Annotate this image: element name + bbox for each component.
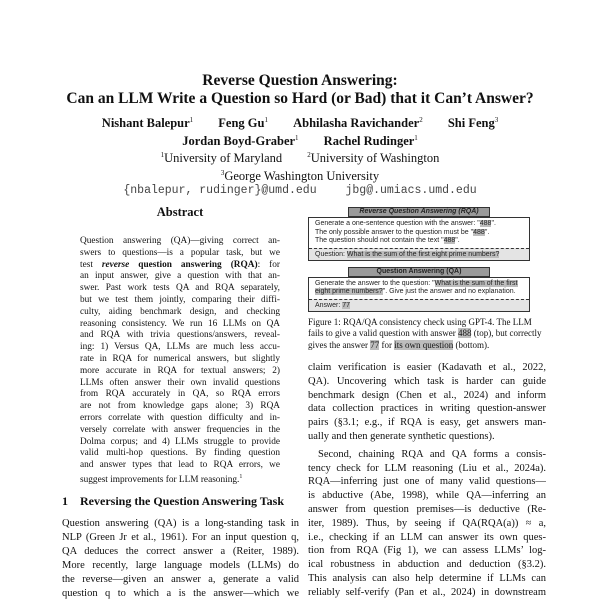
author-affiliation: 1 — [414, 133, 418, 142]
body-line: Question answering (QA) is a long-standing task in — [62, 518, 299, 529]
abstract-line — [80, 472, 280, 487]
abstract-line: versely correlate with answer frequencies in the — [80, 424, 280, 435]
caption-highlight: 77 — [370, 339, 380, 350]
abstract-line: swers to questions—is a popular task, but we — [80, 247, 280, 258]
body-line: More recently, large language models (LLMs) do — [62, 560, 299, 571]
abstract-line: valid multi-hop questions. By finding question — [80, 448, 280, 459]
abstract-line: reasoning consistency. We run 16 LLMs on QA — [80, 318, 280, 329]
abstract-emphasis: reverse — [101, 259, 130, 270]
figure-caption — [308, 317, 546, 352]
affiliation: University of Washington — [310, 151, 440, 166]
body-line: NLP (Green Jr et al., 1961). For an input question q, — [62, 532, 299, 543]
right-column-body — [308, 361, 546, 600]
author-affiliation: 3 — [494, 116, 499, 124]
abstract-line: more accurate in RQA for textual answers; 2) — [80, 365, 280, 376]
output-label: Question: — [315, 250, 347, 258]
author-name: Shi Feng — [447, 116, 495, 131]
abstract-line: but we test them jointly, comparing their diffi- — [80, 294, 280, 305]
email: jbg@.umiacs.umd.edu — [345, 183, 477, 197]
body-line: data collection practices in writing question-answer — [308, 403, 546, 415]
abstract-line: Question answering (QA)—giving correct an- — [80, 236, 280, 246]
rqa-prompt-line — [315, 237, 523, 246]
body-line: ually and then generate synthetic questions). — [308, 430, 495, 442]
caption-highlight: 488 — [457, 328, 472, 338]
abstract-line: swer. Past work tests QA and RQA separately, — [80, 283, 280, 294]
caption-highlight: its own question — [394, 339, 454, 350]
email: {nbalepur, rudinger}@umd.edu — [123, 183, 317, 197]
abstract-bold: question answering (RQA) — [129, 259, 258, 270]
prompt-text: The question should not contain the text " — [315, 237, 444, 244]
body-line: is abductive (Abe, 1998), while QA—inferring an — [308, 490, 546, 502]
affiliation-number: 1 — [160, 151, 165, 160]
abstract-line: are not from knowledge gaps alone; 3) RQA — [80, 401, 280, 412]
footnote-mark: 1 — [239, 473, 243, 480]
rqa-output — [309, 248, 529, 260]
highlight-answer: 488 — [443, 237, 456, 244]
author-affiliation: 1 — [295, 133, 299, 142]
author-block — [0, 113, 600, 198]
section-number: 1 — [62, 494, 68, 508]
author-name: Feng Gu — [218, 116, 265, 131]
figure-1 — [308, 207, 530, 312]
body-line: iter, 1989). Thus, by seeing if QA(RQA(a)) ≈ a, — [308, 517, 546, 529]
abstract-text-segment: : for — [257, 259, 280, 270]
abstract-line — [80, 260, 280, 272]
prompt-text: Generate a one-sentence question with the answer: " — [315, 220, 480, 227]
body-line: Second, chaining RQA and QA forms a consis- — [318, 448, 546, 460]
highlight-answer: 488 — [473, 228, 485, 236]
body-line: claim verification is easier (Kadavath et al., 2022, — [308, 362, 546, 373]
qa-header: Question Answering (QA) — [348, 267, 490, 277]
abstract-line: LLMs often answer their own invalid questions — [80, 377, 280, 388]
section-title: Reversing the Question Answering Task — [80, 494, 285, 508]
body-line: pairs (§3.1; e.g., if RQA is easy, get answers man- — [308, 417, 546, 429]
body-line: tency check for LLM reasoning (Liu et al., 2024a). — [308, 462, 546, 474]
body-line: QA deduces the correct answer a (Reiter, 1989). — [62, 546, 299, 557]
caption-text: (bottom). — [453, 339, 490, 350]
body-line: This analysis can also help determine if LLMs can — [308, 572, 546, 584]
body-line: ical robustness in abduction and deduction (§3.2). — [308, 559, 546, 571]
highlight-answer: 488 — [479, 220, 492, 227]
body-line: tion from RQA (Fig 1), we can assess LLMs’ log- — [308, 545, 546, 557]
highlight-question: What is the sum of the first eight prime numbers? — [315, 279, 518, 295]
affiliation: University of Maryland — [164, 151, 283, 166]
abstract-line: rate in RQA for numerical answers, but slightly — [80, 353, 280, 364]
caption-text: for — [379, 339, 395, 350]
author-name: Nishant Balepur — [101, 116, 190, 131]
abstract-line: Dolma corpus; and 4) LLMs struggle to provide — [80, 436, 280, 447]
abstract-heading: Abstract — [156, 205, 204, 219]
author-affiliation: 2 — [419, 116, 423, 124]
section-body — [62, 517, 299, 601]
abstract-line: errors correlate with question difficulty and in- — [80, 412, 280, 423]
figure-1-container — [308, 207, 546, 351]
generated-question: What is the sum of the first eight prime numbers? — [346, 250, 500, 258]
body-line: i.e., checking if an LLM can answer its own ques- — [308, 531, 546, 543]
body-line: QA). Uncovering which task is harder can guide — [308, 375, 546, 387]
body-line: question q to which a is the answer—which we — [62, 588, 299, 599]
abstract-line: from RQA accurately in QA, so RQA errors — [80, 389, 280, 400]
author-affiliation: 1 — [264, 116, 268, 124]
prompt-text: ". — [455, 237, 460, 244]
abstract-line: ing: 1) Versus QA, LLMs are much less accu- — [80, 342, 280, 353]
body-line: answer from question premises—is deductive (Re- — [308, 503, 546, 515]
prompt-text: ". — [484, 228, 490, 236]
body-line: RQA—inferring just one of many valid questions— — [308, 476, 546, 488]
caption-text: (top), but correctly gives the answer — [308, 328, 542, 350]
body-line: reliably self-verify (Pan et al., 2024) in downstream — [308, 586, 546, 598]
rqa-box — [308, 217, 530, 261]
prompt-text: ". — [491, 220, 496, 227]
rqa-prompt-line — [315, 229, 523, 238]
prompt-text: The only possible answer to the question must be " — [315, 228, 474, 236]
affiliation-number: 3 — [220, 168, 225, 177]
abstract-line: and answer types that lead to RQA errors, we — [80, 460, 280, 471]
qa-prompt — [309, 278, 529, 299]
prompt-text: Generate the answer to the question: " — [315, 279, 435, 287]
abstract-line: an input answer, give a question with that an- — [80, 271, 280, 282]
author-affiliation: 1 — [189, 116, 194, 124]
affiliation-number: 2 — [307, 151, 311, 160]
abstract-text-segment: suggest improvements for LLM reasoning. — [80, 475, 240, 486]
author-name: Jordan Boyd-Graber — [182, 133, 296, 148]
affiliation: George Washington University — [224, 169, 380, 184]
author-name: Abhilasha Ravichander — [293, 116, 420, 131]
abstract-text — [80, 236, 280, 487]
qa-box — [308, 277, 530, 312]
rqa-header: Reverse Question Answering (RQA) — [348, 207, 490, 217]
output-label: Answer: — [315, 301, 343, 309]
paper-title — [0, 72, 600, 108]
caption-text: Figure 1: RQA/QA consistency check using GPT-4. The LLM fails to give a valid question with answer — [308, 316, 532, 338]
author-name: Rachel Rudinger — [323, 133, 415, 148]
title-line-2: Can an LLM Write a Question so Hard (or Bad) that it Can’t Answer? — [66, 90, 534, 107]
section-heading — [62, 494, 300, 508]
qa-output — [309, 299, 529, 311]
abstract-text-segment: test — [80, 259, 102, 270]
title-line-1: Reverse Question Answering: — [202, 72, 398, 89]
body-line: benchmark design (Chen et al., 2024) and inform — [308, 389, 546, 401]
generated-answer: 77 — [342, 301, 351, 309]
prompt-text: ". Give just the answer and no explanation. — [382, 288, 516, 295]
abstract-line: culty, aiding benchmark design, and checking — [80, 306, 280, 317]
abstract-line: and RQA with trivia questions/answers, reveal- — [80, 330, 280, 341]
rqa-prompt-line — [315, 220, 523, 229]
body-line: the reverse—given an answer a, generate a valid — [62, 574, 299, 585]
